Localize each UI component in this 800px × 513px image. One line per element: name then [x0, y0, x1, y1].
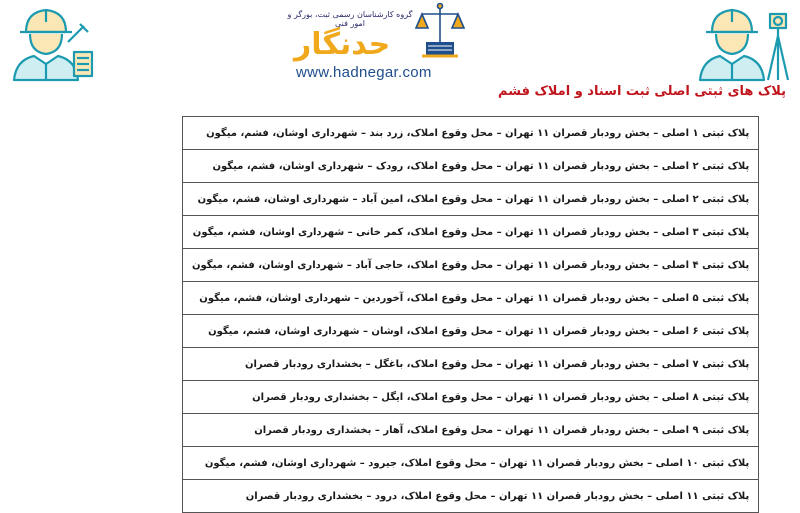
table-row — [183, 249, 759, 282]
plate-cell: پلاک ثبتی ۵ اصلی – بخش رودبار قصران ۱۱ تهران – محل وقوع املاک، آخوردین – شهرداری اوشان، فشم، میگون — [183, 282, 759, 315]
table-row — [183, 150, 759, 183]
plate-cell: پلاک ثبتی ۲ اصلی – بخش رودبار قصران ۱۱ تهران – محل وقوع املاک، امین آباد – شهرداری اوشان، فشم، میگون — [183, 183, 759, 216]
plate-cell: پلاک ثبتی ۱ اصلی – بخش رودبار قصران ۱۱ تهران – محل وقوع املاک، زرد بند – شهرداری اوشان، فشم، میگون — [183, 117, 759, 150]
plate-cell: پلاک ثبتی ۶ اصلی – بخش رودبار قصران ۱۱ تهران – محل وقوع املاک، اوشان – شهرداری اوشان، فشم، میگون — [183, 315, 759, 348]
plate-cell: پلاک ثبتی ۴ اصلی – بخش رودبار قصران ۱۱ تهران – محل وقوع املاک، حاجی آباد – شهرداری اوشان، فشم، میگون — [183, 249, 759, 282]
justice-scale-icon — [414, 2, 466, 60]
site-url[interactable]: www.hadnegar.com — [296, 64, 432, 81]
plate-cell: پلاک ثبتی ۱۱ اصلی – بخش رودبار قصران ۱۱ تهران – محل وقوع املاک، درود – بخشداری رودبار قصران — [183, 480, 759, 513]
engineer-icon — [4, 2, 104, 82]
plate-cell: پلاک ثبتی ۳ اصلی – بخش رودبار قصران ۱۱ تهران – محل وقوع املاک، کمر خانی – شهرداری اوشان، فشم، میگون — [183, 216, 759, 249]
logo-wordmark: حدنگار — [294, 27, 391, 62]
plate-cell: پلاک ثبتی ۸ اصلی – بخش رودبار قصران ۱۱ تهران – محل وقوع املاک، ایگل – بخشداری رودبار قصران — [183, 381, 759, 414]
document-title: پلاک های ثبتی اصلی ثبت اسناد و املاک فشم — [498, 84, 786, 99]
plate-cell: پلاک ثبتی ۱۰ اصلی – بخش رودبار قصران ۱۱ تهران – محل وقوع املاک، جیرود – شهرداری اوشان، فشم، میگون — [183, 447, 759, 480]
table-row — [183, 315, 759, 348]
plates-table — [182, 116, 759, 513]
table-row — [183, 480, 759, 513]
logo-tagline: گروه کارشناسان رسمی ثبت، بورگر و امور فنی — [287, 10, 413, 28]
table-row — [183, 414, 759, 447]
table-row — [183, 216, 759, 249]
table-row — [183, 117, 759, 150]
table-row — [183, 447, 759, 480]
page-header — [0, 0, 800, 84]
table-row — [183, 348, 759, 381]
table-row — [183, 381, 759, 414]
plate-cell: پلاک ثبتی ۹ اصلی – بخش رودبار قصران ۱۱ تهران – محل وقوع املاک، آهار – بخشداری رودبار قصران — [183, 414, 759, 447]
surveyor-icon — [698, 2, 798, 82]
plate-cell: پلاک ثبتی ۲ اصلی – بخش رودبار قصران ۱۱ تهران – محل وقوع املاک، رودک – شهرداری اوشان، فشم، میگون — [183, 150, 759, 183]
site-logo[interactable] — [280, 2, 520, 84]
plate-cell: پلاک ثبتی ۷ اصلی – بخش رودبار قصران ۱۱ تهران – محل وقوع املاک، باغگل – بخشداری رودبار قصران — [183, 348, 759, 381]
table-row — [183, 183, 759, 216]
table-row — [183, 282, 759, 315]
